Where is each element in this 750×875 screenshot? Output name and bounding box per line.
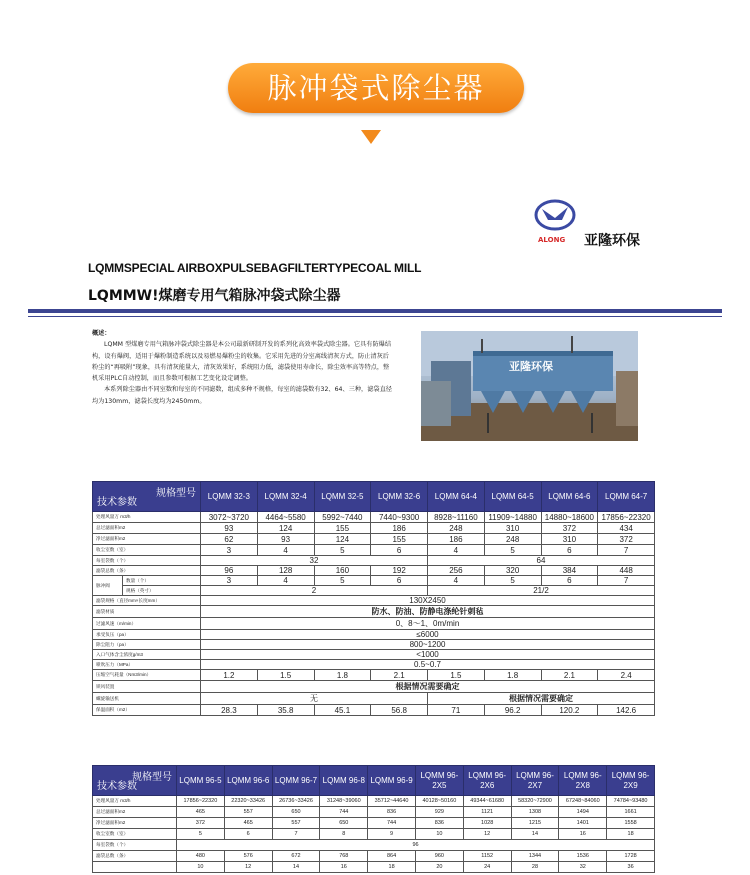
table-cell: 0、8～1、0m/min — [201, 618, 655, 630]
model-header: LQMM 96-7 — [272, 766, 320, 796]
table-cell: 12 — [224, 862, 272, 873]
table-cell: 186 — [428, 534, 485, 545]
table-cell: 7440~9300 — [371, 512, 428, 523]
table-cell: 465 — [177, 807, 225, 818]
table-cell: 4 — [257, 545, 314, 556]
table-cell: 35.8 — [257, 705, 314, 716]
table-cell: 5992~7440 — [314, 512, 371, 523]
table-cell: 6 — [371, 576, 428, 586]
table-cell: 7 — [272, 829, 320, 840]
table-cell: 4 — [257, 576, 314, 586]
table-cell: 160 — [314, 566, 371, 576]
table-cell: 17856~22320 — [598, 512, 655, 523]
table-cell: 96.2 — [484, 705, 541, 716]
table-cell: 248 — [428, 523, 485, 534]
table-cell: 5 — [177, 829, 225, 840]
table-cell: 22320~33426 — [224, 796, 272, 807]
table-row — [93, 796, 655, 807]
table-cell: 0.5~0.7 — [201, 660, 655, 670]
table-cell: 32 — [201, 556, 428, 566]
table-cell: 1121 — [463, 807, 511, 818]
table-cell: 650 — [272, 807, 320, 818]
row-label — [93, 862, 177, 873]
table-row — [93, 807, 655, 818]
table-cell: 120.2 — [541, 705, 598, 716]
table-cell: 124 — [314, 534, 371, 545]
row-label: 净过滤面积m2 — [93, 818, 177, 829]
row-label: 收尘室数（室） — [93, 829, 177, 840]
logo-subtext: ALONG — [538, 236, 566, 244]
table-row — [93, 566, 655, 576]
table-row — [93, 586, 655, 596]
table-row — [93, 606, 655, 618]
table-cell: 864 — [368, 851, 416, 862]
row-label: 总过滤面积m2 — [93, 523, 201, 534]
table-cell: 9 — [368, 829, 416, 840]
table-cell: 434 — [598, 523, 655, 534]
table-cell: 744 — [368, 818, 416, 829]
table-cell: 480 — [177, 851, 225, 862]
overview-paragraph-1: LQMM 型煤磨专用气箱脉冲袋式除尘器是本公司最新研制开发的系列化高效率袋式除尘器。它具有防爆结构，设有爆阀，适用于爆粉制造系统以及易燃易爆粉尘的收集。它采用先进的分室离线清灰方式，防止清灰后粉尘的“再吸附”现象，具有清灰能量大，清灰效果好，系统阻力低，滤袋使用寿命长，除尘效率高等特点，整机采用PLC自动控制，而且参数可根据工艺变化设定调整。 — [92, 341, 392, 383]
table1-corner-header — [93, 482, 201, 512]
model-header: LQMM 32-6 — [371, 482, 428, 512]
table-cell: 5 — [314, 576, 371, 586]
table-row — [93, 705, 655, 716]
row-label: 滤袋总数（条） — [93, 566, 201, 576]
table-row — [93, 556, 655, 566]
table-cell: 5 — [484, 576, 541, 586]
table-cell: 24 — [463, 862, 511, 873]
table-cell: 155 — [371, 534, 428, 545]
table-cell: 无 — [201, 693, 428, 705]
table-cell: 18 — [368, 862, 416, 873]
table-cell: 6 — [371, 545, 428, 556]
table-cell: 1558 — [607, 818, 655, 829]
table-row — [93, 829, 655, 840]
table-row — [93, 640, 655, 650]
table-cell: 1308 — [511, 807, 559, 818]
model-header: LQMM 32-4 — [257, 482, 314, 512]
table-cell: 320 — [484, 566, 541, 576]
table-cell: 1661 — [607, 807, 655, 818]
row-label: 处理风量万 m3/h — [93, 796, 177, 807]
row-label: 每室袋数（个） — [93, 556, 201, 566]
row-label: 数量（个） — [123, 576, 201, 586]
table-cell: <1000 — [201, 650, 655, 660]
table-cell: 12 — [463, 829, 511, 840]
table-cell: 7 — [598, 545, 655, 556]
table-cell: 5 — [314, 545, 371, 556]
row-label: 每室袋数（个） — [93, 840, 177, 851]
table-cell: 155 — [314, 523, 371, 534]
row-label: 规格（英寸） — [123, 586, 201, 596]
table-cell: 1.8 — [314, 670, 371, 681]
table-cell: 根据情况需要确定 — [428, 693, 655, 705]
table-cell: 74784~93480 — [607, 796, 655, 807]
row-label: 总过滤面积m2 — [93, 807, 177, 818]
table-cell: 3 — [201, 576, 258, 586]
table-cell: 744 — [320, 807, 368, 818]
table-cell: 1.8 — [484, 670, 541, 681]
row-label: 收尘室数（室） — [93, 545, 201, 556]
table-cell: 28.3 — [201, 705, 258, 716]
table-row — [93, 650, 655, 660]
corner-top-label: 规格型号 — [132, 772, 172, 783]
title-english: LQMMSPECIAL AIRBOXPULSEBAGFILTERTYPECOAL MILL — [88, 261, 422, 275]
row-label: 压缩空气耗量（Nm3/min） — [93, 670, 201, 681]
table-cell: 128 — [257, 566, 314, 576]
model-header: LQMM 96-2X9 — [607, 766, 655, 796]
model-header: LQMM 96-8 — [320, 766, 368, 796]
row-label: 滤袋总数（条） — [93, 851, 177, 862]
table-cell: 14 — [511, 829, 559, 840]
table-cell: 4 — [428, 576, 485, 586]
table-cell: 142.6 — [598, 705, 655, 716]
table-cell: 929 — [415, 807, 463, 818]
table-row — [93, 545, 655, 556]
table-row — [93, 660, 655, 670]
table-cell: 26736~33426 — [272, 796, 320, 807]
table-row — [93, 512, 655, 523]
model-header: LQMM 96-2X8 — [559, 766, 607, 796]
table-cell: 836 — [368, 807, 416, 818]
table-cell: 6 — [224, 829, 272, 840]
table-cell: 448 — [598, 566, 655, 576]
table-cell: 96 — [201, 566, 258, 576]
table2-corner-header — [93, 766, 177, 796]
row-label: 滤袋规格（直径mm×长度mm） — [93, 596, 201, 606]
table-cell: 3072~3720 — [201, 512, 258, 523]
table-cell: 64 — [428, 556, 655, 566]
table-cell: 49344~61680 — [463, 796, 511, 807]
table-cell: 根据情况需要确定 — [201, 681, 655, 693]
table-cell: 6 — [541, 545, 598, 556]
banner-title: 脉冲袋式除尘器 — [228, 63, 524, 113]
table-cell: 4464~5580 — [257, 512, 314, 523]
overview-heading: 概述： — [92, 330, 111, 337]
table-cell: 1728 — [607, 851, 655, 862]
table-cell: 1401 — [559, 818, 607, 829]
table-cell: 防水、防油、防静电涤纶针刺毡 — [201, 606, 655, 618]
table-row — [93, 670, 655, 681]
table-cell: 10 — [177, 862, 225, 873]
table-cell: 1215 — [511, 818, 559, 829]
table-row — [93, 630, 655, 640]
company-logo-icon — [534, 198, 576, 232]
table-cell: 20 — [415, 862, 463, 873]
table-cell: 576 — [224, 851, 272, 862]
table-cell: 2.4 — [598, 670, 655, 681]
table-cell: 836 — [415, 818, 463, 829]
table-cell: 18 — [607, 829, 655, 840]
table-cell: 768 — [320, 851, 368, 862]
model-header: LQMM 64-7 — [598, 482, 655, 512]
table-row — [93, 851, 655, 862]
table-cell: 62 — [201, 534, 258, 545]
table-cell: 130X2450 — [201, 596, 655, 606]
row-label: 锁风装置 — [93, 681, 201, 693]
table-cell: 192 — [371, 566, 428, 576]
row-label: 螺旋输送机 — [93, 693, 201, 705]
table-cell: 1.5 — [257, 670, 314, 681]
row-label: 入口气体含尘浓度g/m3 — [93, 650, 201, 660]
table-cell: 67248~84060 — [559, 796, 607, 807]
row-label: 处理风量万 m3/h — [93, 512, 201, 523]
table-cell: 256 — [428, 566, 485, 576]
model-header: LQMM 64-6 — [541, 482, 598, 512]
table-row — [93, 818, 655, 829]
table-cell: 310 — [541, 534, 598, 545]
divider-thick — [28, 309, 722, 313]
table-cell: 2 — [201, 586, 428, 596]
table-cell: 3 — [201, 545, 258, 556]
corner-bottom-label: 技术参数 — [97, 781, 137, 792]
table-cell: 557 — [272, 818, 320, 829]
table-cell: 10 — [415, 829, 463, 840]
table-cell: 248 — [484, 534, 541, 545]
table-cell: 557 — [224, 807, 272, 818]
table-cell: 2.1 — [371, 670, 428, 681]
model-header: LQMM 64-5 — [484, 482, 541, 512]
spec-table-1 — [92, 481, 655, 716]
table-cell: 45.1 — [314, 705, 371, 716]
table-cell: 1028 — [463, 818, 511, 829]
table-row — [93, 523, 655, 534]
table-cell: 384 — [541, 566, 598, 576]
table-cell: 124 — [257, 523, 314, 534]
model-header: LQMM 32-5 — [314, 482, 371, 512]
table-cell: 8928~11160 — [428, 512, 485, 523]
table-row — [93, 618, 655, 630]
overview-paragraph-2: 本系列除尘器由不同室数和每室的不同滤数，组成多种不规格，每室的滤袋数有32、64、三种，滤袋直径均为130mm，滤袋长度均为2450mm。 — [92, 386, 392, 405]
model-header: LQMM 96-6 — [224, 766, 272, 796]
corner-top-label: 规格型号 — [156, 488, 196, 499]
table-cell: 1344 — [511, 851, 559, 862]
model-header: LQMM 96-2X7 — [511, 766, 559, 796]
table-cell: 1152 — [463, 851, 511, 862]
table-row — [93, 681, 655, 693]
row-label: 净过滤面积m2 — [93, 534, 201, 545]
table-cell: 4 — [428, 545, 485, 556]
table-cell: 372 — [598, 534, 655, 545]
table-row — [93, 693, 655, 705]
down-arrow-icon — [361, 130, 381, 144]
table-cell: 71 — [428, 705, 485, 716]
spec-table-2 — [92, 765, 655, 873]
table-cell: 672 — [272, 851, 320, 862]
table-cell: 1494 — [559, 807, 607, 818]
table-cell: 800~1200 — [201, 640, 655, 650]
model-header: LQMM 96-9 — [368, 766, 416, 796]
table-row — [93, 596, 655, 606]
table-cell: 310 — [484, 523, 541, 534]
row-label: 过滤风速（m/min） — [93, 618, 201, 630]
table-cell: 8 — [320, 829, 368, 840]
table-cell: 16 — [559, 829, 607, 840]
table-cell: 960 — [415, 851, 463, 862]
table-cell: 96 — [177, 840, 655, 851]
table-cell: 1.5 — [428, 670, 485, 681]
table-cell: 93 — [257, 534, 314, 545]
corner-bottom-label: 技术参数 — [97, 497, 137, 508]
table-cell: 6 — [541, 576, 598, 586]
table-cell: 58320~72900 — [511, 796, 559, 807]
table-cell: 5 — [484, 545, 541, 556]
table-cell: 1.2 — [201, 670, 258, 681]
model-header: LQMM 96-2X6 — [463, 766, 511, 796]
table-cell: 11909~14880 — [484, 512, 541, 523]
divider-thin — [28, 316, 722, 317]
table-cell: 17856~22320 — [177, 796, 225, 807]
table-cell: 372 — [541, 523, 598, 534]
row-label: 喷吹压力（MPa） — [93, 660, 201, 670]
row-label: 滤袋材质 — [93, 606, 201, 618]
table-cell: 40128~50160 — [415, 796, 463, 807]
table-cell: 650 — [320, 818, 368, 829]
table-cell: 56.8 — [371, 705, 428, 716]
table-cell: 14880~18600 — [541, 512, 598, 523]
table-row — [93, 862, 655, 873]
row-label: 保温面积（m2） — [93, 705, 201, 716]
photo-sign: 亚隆环保 — [509, 360, 553, 373]
model-header: LQMM 64-4 — [428, 482, 485, 512]
table-cell: 1536 — [559, 851, 607, 862]
table-row — [93, 576, 655, 586]
table-row — [93, 534, 655, 545]
model-header: LQMM 96-5 — [177, 766, 225, 796]
table-cell: 2.1 — [541, 670, 598, 681]
company-name: 亚隆环保 — [584, 233, 640, 249]
table-cell: 21/2 — [428, 586, 655, 596]
overview-text — [92, 328, 392, 407]
model-header: LQMM 32-3 — [201, 482, 258, 512]
title-chinese: LQMMW!煤磨专用气箱脉冲袋式除尘器 — [88, 288, 341, 304]
model-header: LQMM 96-2X5 — [415, 766, 463, 796]
table-cell: 35712~44640 — [368, 796, 416, 807]
table-cell: 465 — [224, 818, 272, 829]
table-cell: 16 — [320, 862, 368, 873]
table-cell: 14 — [272, 862, 320, 873]
table-cell: 93 — [201, 523, 258, 534]
table-cell: 32 — [559, 862, 607, 873]
product-photo — [421, 331, 638, 441]
table-row — [93, 840, 655, 851]
table-cell: 31248~39060 — [320, 796, 368, 807]
table-cell: 372 — [177, 818, 225, 829]
table-cell: 7 — [598, 576, 655, 586]
row-label: 除尘阻力（pa） — [93, 640, 201, 650]
table-cell: 36 — [607, 862, 655, 873]
table-cell: 186 — [371, 523, 428, 534]
row-label: 承受负压（pa） — [93, 630, 201, 640]
table-cell: 28 — [511, 862, 559, 873]
row-group-label: 脉冲阀 — [93, 576, 123, 596]
table-cell: ≤6000 — [201, 630, 655, 640]
